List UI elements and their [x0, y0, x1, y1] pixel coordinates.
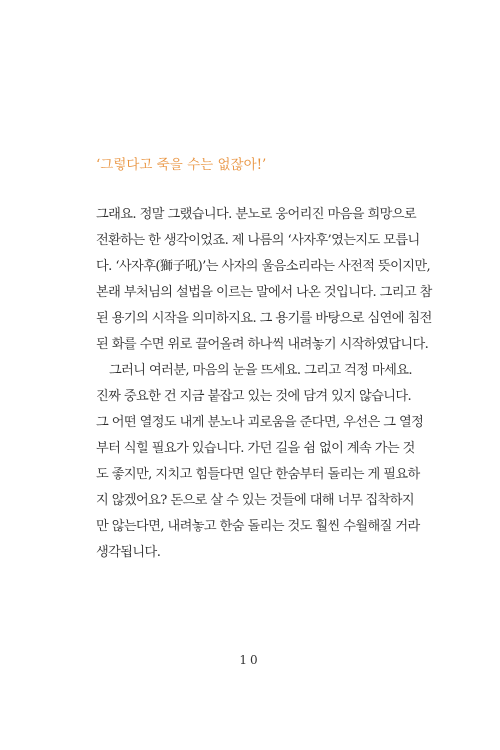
- heading-quote: ‘그렇다고 죽을 수는 없잖아!’: [96, 157, 267, 173]
- paragraph-2-line: 만 않는다면, 내려놓고 한숨 돌리는 것도 훨씬 수월해질 거라: [96, 519, 420, 534]
- paragraph-1-line: 다. ‘사자후(獅子吼)’는 사자의 울음소리라는 사전적 뜻이지만,: [96, 259, 431, 274]
- paragraph-1-line: 전환하는 한 생각이었죠. 제 나름의 ‘사자후’였는지도 모릅니: [96, 233, 420, 248]
- paragraph-1-line: 본래 부처님의 설법을 이르는 말에서 나온 것입니다. 그리고 참: [96, 285, 432, 300]
- paragraph-2-line: 진짜 중요한 건 지금 붙잡고 있는 것에 담겨 있지 않습니다.: [96, 389, 412, 404]
- paragraph-1-line: 그래요. 정말 그랬습니다. 분노로 웅어리진 마음을 희망으로: [96, 207, 417, 222]
- paragraph-2-line: 그 어떤 열정도 내게 분노나 괴로움을 준다면, 우선은 그 열정: [96, 415, 424, 430]
- body-text: [96, 202, 432, 566]
- paragraph-2-line: 지 않겠어요? 돈으로 살 수 있는 것들에 대해 너무 집착하지: [96, 493, 414, 508]
- paragraph-1-line: 된 화를 수면 위로 끌어올려 하나씩 내려놓기 시작하였답니다.: [96, 337, 429, 352]
- paragraph-1-line: 된 용기의 시작을 의미하지요. 그 용기를 바탕으로 심연에 침전: [96, 311, 432, 326]
- page-number: 10: [239, 653, 261, 667]
- paragraph-2-line: 생각됩니다.: [96, 545, 161, 560]
- paragraph-2-line: 그러니 여러분, 마음의 눈을 뜨세요. 그리고 걱정 마세요.: [109, 363, 412, 378]
- paragraph-2-line: 도 좋지만, 지치고 힘들다면 일단 한숨부터 돌리는 게 필요하: [96, 467, 420, 482]
- paragraph-2-line: 부터 식힐 필요가 있습니다. 가던 길을 쉼 없이 계속 가는 것: [96, 441, 415, 456]
